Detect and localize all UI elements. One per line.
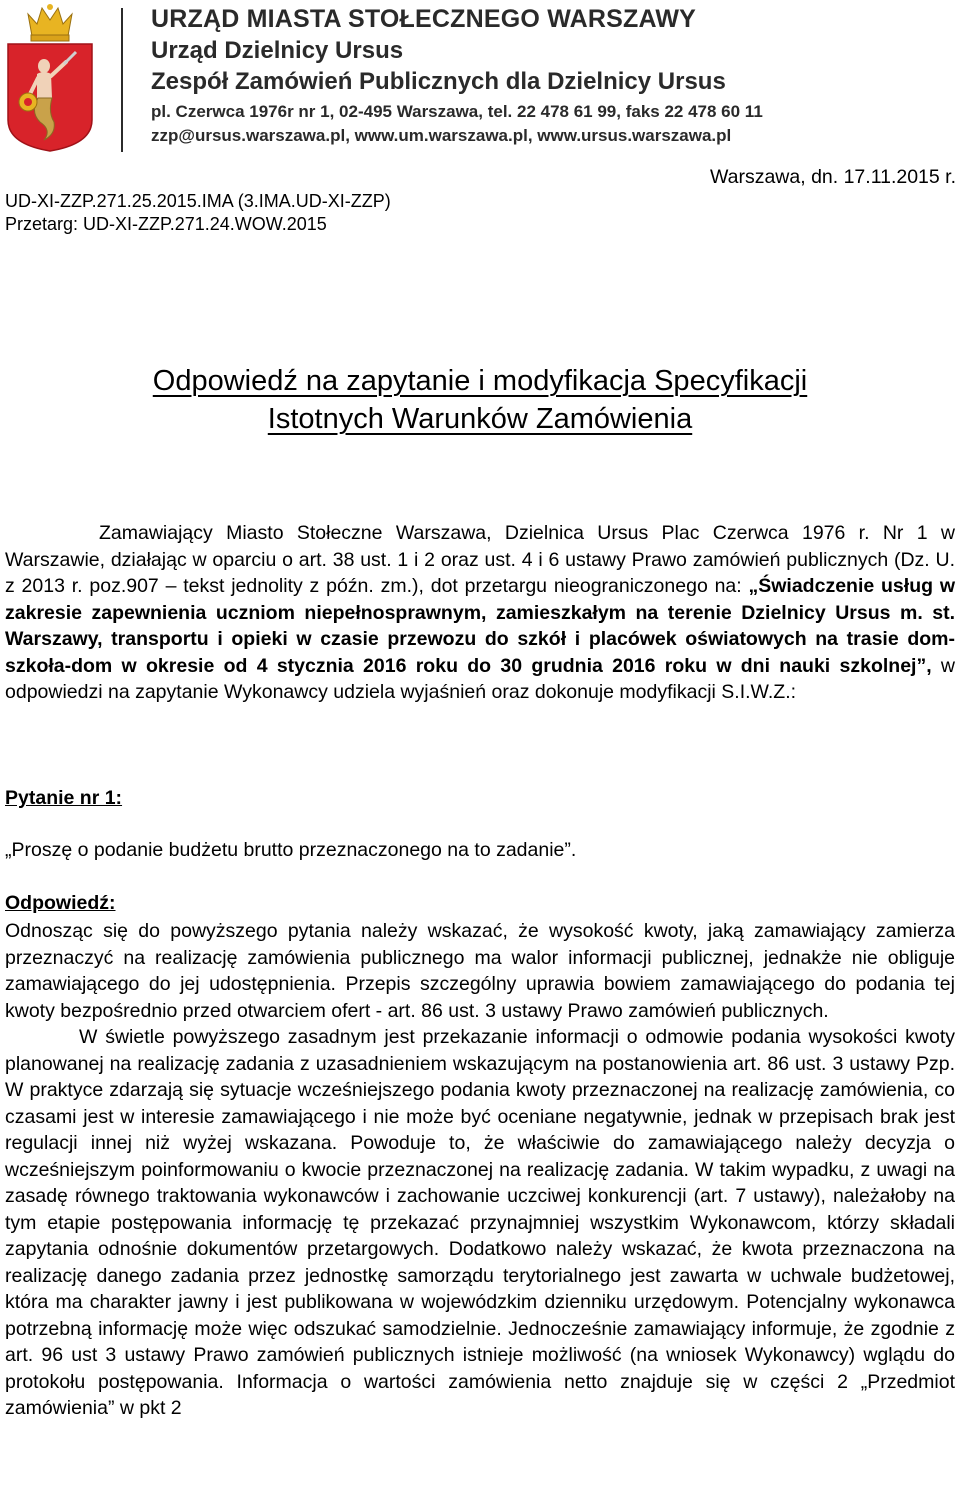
intro-text: Zamawiający Miasto Stołeczne Warszawa, Dzielnica Ursus Plac Czerwca 1976 r. Nr 1 w Warszawie, działając w oparciu o art. 38 ust. 1 i 2 oraz ust. 4 i 6 ustawy Prawo zamówień publicznych (Dz. U. z 2013 r. poz.907 – tekst jednolity z późn. zm.), dot przetargu nieograniczonego na:	[5, 522, 955, 597]
answer-paragraph-1: Odnosząc się do powyższego pytania należy wskazać, że wysokość kwoty, jaką zamawiający zamierza przeznaczyć na realizację zamówienia publicznego ma walor informacji publicznej, jednakże nie obliguje zamawiającego do jej udostępnienia. Przepis szczególny uprawia bowiem zamawiającego do podania tej kwoty bezpośrednio przed otwarciem ofert - art. 86 ust. 3 ustawy Prawo zamówień publicznych.	[5, 920, 955, 1022]
address-line: pl. Czerwca 1976r nr 1, 02-495 Warszawa, tel. 22 478 61 99, faks 22 478 60 11	[151, 102, 763, 121]
letterhead	[151, 4, 951, 147]
tender-number: Przetarg: UD-XI-ZZP.271.24.WOW.2015	[5, 214, 327, 234]
org-name: URZĄD MIASTA STOŁECZNEGO WARSZAWY	[151, 5, 697, 33]
intro-paragraph	[5, 520, 955, 706]
title-line-1: Odpowiedź na zapytanie i modyfikacja Specyfikacji	[152, 365, 808, 397]
document-date: Warszawa, dn. 17.11.2015 r.	[709, 166, 956, 188]
contact-line: zzp@ursus.warszawa.pl, www.um.warszawa.pl, www.ursus.warszawa.pl	[151, 126, 732, 145]
question-label: Pytanie nr 1:	[5, 787, 123, 809]
reference-numbers	[5, 190, 391, 236]
contract-subject: „Świadczenie usług w zakresie zapewnienia uczniom niepełnosprawnym, zamieszkałym na terenie Dzielnicy Ursus m. st. Warszawy, transportu i opieki w czasie przewozu do szkół i placówek oświatowych na trasie dom-szkoła-dom w okresie od 4 stycznia 2016 roku do 30 grudnia 2016 roku w dni nauki szkolnej”,	[5, 575, 955, 677]
question-text: „Proszę o podanie budżetu brutto przeznaczonego na to zadanie”.	[5, 839, 577, 861]
document-title	[0, 362, 960, 438]
warsaw-coat-of-arms-icon	[4, 2, 96, 152]
office-name: Urząd Dzielnicy Ursus	[151, 37, 404, 64]
title-line-2: Istotnych Warunków Zamówienia	[267, 403, 693, 435]
answer-paragraph-2: W świetle powyższego zasadnym jest przekazanie informacji o odmowie podania wysokości kwoty planowanej na realizację zadania z uzasadnieniem wskazującym na postanowienia art. 86 ust. 3 ustawy Pzp. W praktyce zdarzają się sytuacje wcześniejszego podania kwoty przeznaczonej na realizację zamówienia, co czasami jest w interesie zamawiającego i nie może być oceniane negatywnie, jednak w przepisach brak jest regulacji innej niż wyżej wskazana. Powoduje to, że właściwie do zamawiającego należy decyzja o wcześniejszym poinformowaniu o kwocie przeznaczonej na realizację zadania. W takim wypadku, z uwagi na zasadę równego traktowania wykonawców i zachowanie uczciwej konkurencji (art. 7 ustawy), należałoby na tym etapie postępowania informację tę przekazać przynajmniej wszystkim Wykonawcom, którzy składali zapytania odnośnie dokumentów przetargowych. Dodatkowo należy wskazać, że kwota przeznaczona na realizację danego zadania przez jednostkę samorządu terytorialnego jest zawarta w uchwale budżetowej, która ma charakter jawny i jest publikowana w wojewódzkim dzienniku urzędowym. Potencjalny wykonawca potrzebną informację może więc odszukać samodzielnie. Jednocześnie zamawiający informuje, że zgodnie z art. 96 ust 3 ustawy Prawo zamówień publicznych istnieje możliwość (na wniosek Wykonawcy) wglądu do protokołu postępowania. Informacja o wartości zamówienia netto znajduje się w części 2 „Przedmiot zamówienia” w pkt 2	[5, 1026, 955, 1419]
intro-text-end: w odpowiedzi na zapytanie Wykonawcy udziela wyjaśnień oraz dokonuje modyfikacji S.I.W.Z.:	[5, 654, 955, 703]
department-name: Zespół Zamówień Publicznych dla Dzielnicy Ursus	[151, 68, 726, 95]
answer-body	[5, 918, 955, 1422]
reference-number: UD-XI-ZZP.271.25.2015.IMA (3.IMA.UD-XI-ZZP)	[5, 191, 391, 211]
header-divider	[121, 8, 123, 152]
answer-label: Odpowiedź:	[5, 892, 116, 914]
